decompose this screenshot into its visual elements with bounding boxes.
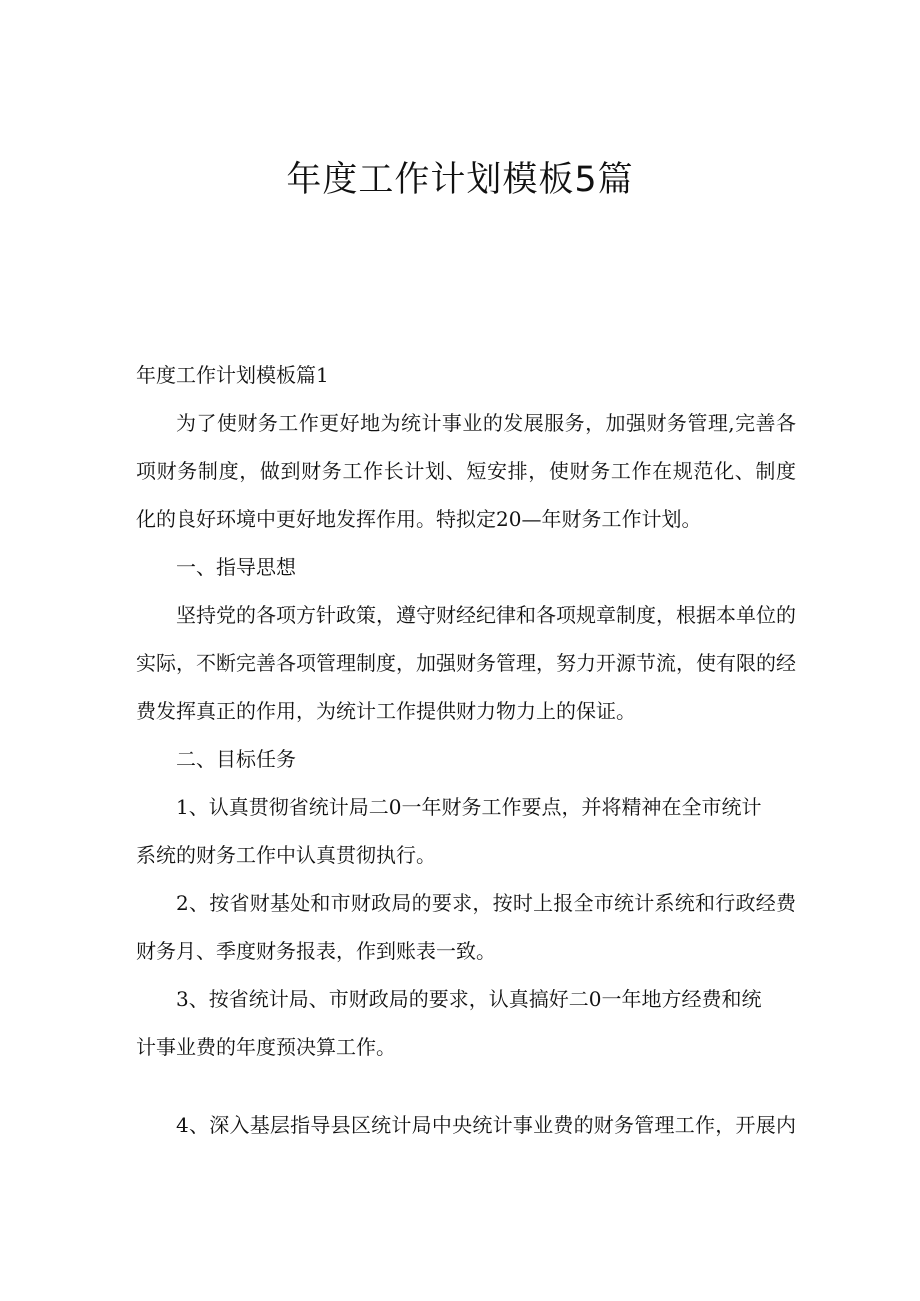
list-item-3-cont: 计事业费的年度预决算工作。 xyxy=(136,1035,396,1059)
list-item-3: 3、按省统计局、市财政局的要求，认真搞好二0一年地方经费和统 xyxy=(176,987,762,1011)
paragraph-line: 实际，不断完善各项管理制度，加强财务管理，努力开源节流，使有限的经 xyxy=(136,651,796,675)
paragraph-line: 坚持党的各项方针政策，遵守财经纪律和各项规章制度，根据本单位的 xyxy=(176,603,796,627)
subheading-guiding-ideology: 一、指导思想 xyxy=(176,555,296,579)
section-heading-1: 年度工作计划模板篇1 xyxy=(136,363,329,387)
list-item-2-cont: 财务月、季度财务报表，作到账表一致。 xyxy=(136,939,496,963)
list-item-1-cont: 系统的财务工作中认真贯彻执行。 xyxy=(136,843,436,867)
list-item-1: 1、认真贯彻省统计局二0一年财务工作要点，并将精神在全市统计 xyxy=(176,795,762,819)
list-item-4: 4、深入基层指导县区统计局中央统计事业费的财务管理工作，开展内 xyxy=(176,1113,796,1137)
document-title: 年度工作计划模板5篇 xyxy=(286,160,634,200)
subheading-goals-tasks: 二、目标任务 xyxy=(176,747,296,771)
paragraph-line: 为了使财务工作更好地为统计事业的发展服务，加强财务管理,完善各 xyxy=(176,411,796,435)
paragraph-line: 费发挥真正的作用，为统计工作提供财力物力上的保证。 xyxy=(136,699,636,723)
list-item-2: 2、按省财基处和市财政局的要求，按时上报全市统计系统和行政经费 xyxy=(176,891,796,915)
paragraph-line: 项财务制度，做到财务工作长计划、短安排，使财务工作在规范化、制度 xyxy=(136,459,796,483)
paragraph-line: 化的良好环境中更好地发挥作用。特拟定20—年财务工作计划。 xyxy=(136,507,702,531)
